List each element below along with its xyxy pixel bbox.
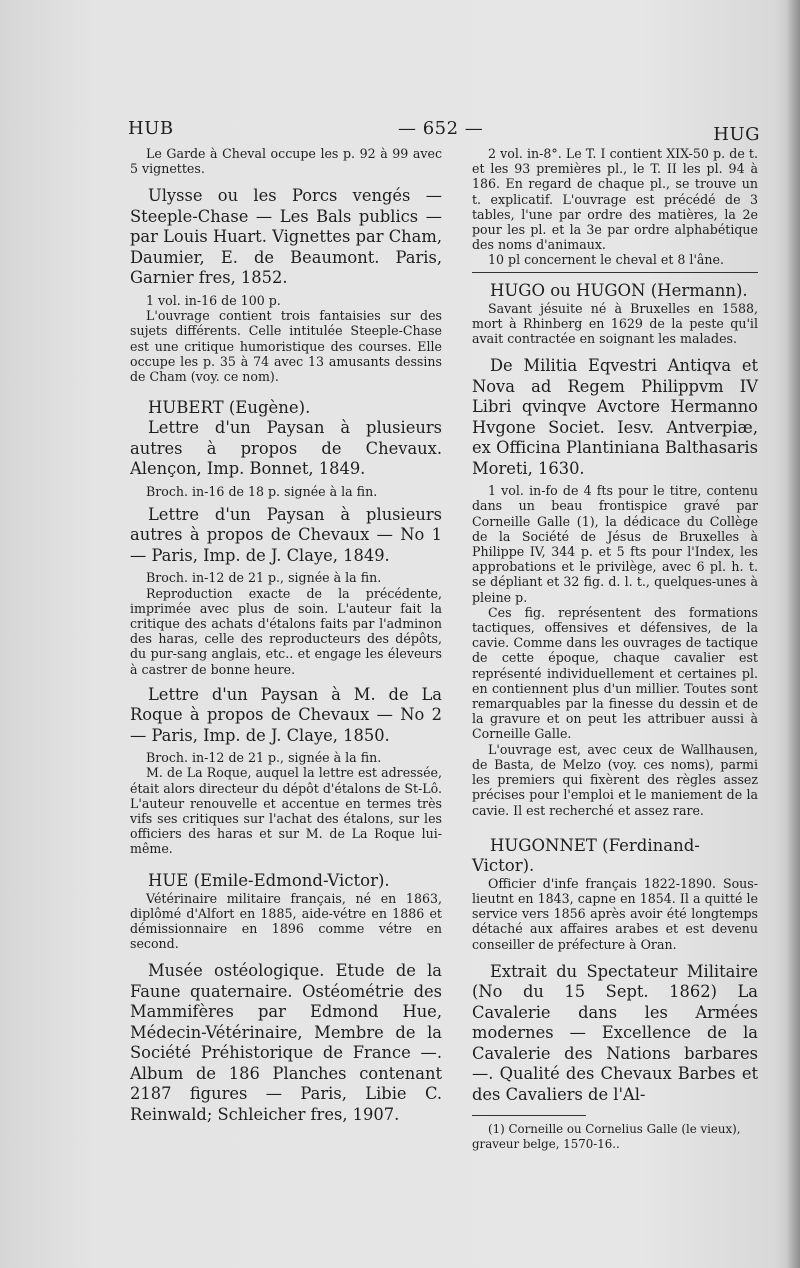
page-number: — 652 —	[398, 118, 484, 139]
author-heading: HUGONNET (Ferdinand-Victor).	[472, 835, 700, 875]
paragraph: 1 vol. in-16 de 100 p.	[146, 292, 281, 308]
header-left-keyword: HUB	[128, 118, 174, 139]
book-title: Musée ostéologique. Etude de la Faune quaternaire. Ostéométrie des Mammifères par Edmond Hue, Médecin-Vétérinaire, Membre de la Société Préhistorique de France —. Album de 186 Planches contenant 2187 figures — Paris, Libie C. Reinwald; Schleicher fres, 1907.	[130, 961, 442, 1124]
book-title: Lettre d'un Paysan à plusieurs autres à propos de Chevaux. Alençon, Imp. Bonnet, 1849.	[130, 418, 442, 479]
paragraph: Le Garde à Cheval occupe les p. 92 à 99 avec 5 vignettes.	[130, 146, 442, 177]
paragraph: Ces fig. représentent des formations tactiques, offensives et défensives, de la cavie. Comme dans les ouvrages de tactique de cette époque, chaque cavalier est représenté individuellement et certaines pl. en contiennent plus d'un millier. Toutes sont remarquables par la finesse du dessin et de la gravure et on peut les attribuer aussi à Corneille Galle.	[472, 604, 758, 742]
paragraph: Reproduction exacte de la précédente, imprimée avec plus de soin. L'auteur fait la critique des achats d'étalons faits par l'adminon des haras, celle des reproducteurs des dépôts, du pur-sang anglais, etc.. et engage les éleveurs à castrer de bonne heure.	[130, 585, 442, 677]
paragraph: L'ouvrage contient trois fantaisies sur des sujets différents. Celle intitulée Steeple-Chase est une critique humoristique des courses. Elle occupe les p. 35 à 74 avec 13 amusants dessins de Cham (voy. ce nom).	[130, 308, 442, 384]
running-header	[128, 118, 760, 144]
book-title: De Militia Eqvestri Antiqva et Nova ad Regem Philippvm IV Libri qvinqve Avctore Hermanno Hvgone Societ. Iesv. Antverpiæ, ex Officina Plantiniana Balthasaris Moreti, 1630.	[472, 356, 758, 478]
paragraph: Broch. in-12 de 21 p., signée à la fin.	[146, 750, 382, 766]
author-heading: HUGO ou HUGON (Hermann).	[490, 280, 748, 300]
book-title: Extrait du Spectateur Militaire (No du 15 Sept. 1862) La Cavalerie dans les Armées modernes — Excellence de la Cavalerie des Nations barbares —. Qualité des Chevaux Barbes et des Cavaliers de l'Al-	[472, 961, 758, 1104]
paragraph: L'ouvrage est, avec ceux de Wallhausen, de Basta, de Melzo (voy. ces noms), parmi les premiers qui fixèrent des règles assez précises pour l'emploi et le maniement de la cavie. Il est recherché et assez rare.	[472, 741, 758, 818]
left-column	[130, 146, 442, 1125]
section-divider	[472, 272, 758, 273]
author-heading: HUBERT (Eugène).	[148, 398, 311, 418]
paragraph: 1 vol. in-fo de 4 fts pour le titre, contenu dans un beau frontispice gravé par Corneille Galle (1), la dédicace du Collège de la Société de Jésus de Bruxelles à Philippe IV, 344 p. et 5 fts pour l'Index, les approbations et le privilège, avec 6 pl. h. t. se dépliant et 32 fig. d. l. t., quelques-unes à pleine p.	[472, 483, 758, 605]
paragraph: Officier d'infe français 1822-1890. Sous-lieutnt en 1843, capne en 1854. Il a quitté le service vers 1856 après avoir été longtemps détaché aux affaires arabes et est devenu conseiller de préfecture à Oran.	[472, 875, 758, 952]
book-title: Lettre d'un Paysan à M. de La Roque à propos de Chevaux — No 2 — Paris, Imp. de J. Claye, 1850.	[130, 684, 442, 745]
paragraph: M. de La Roque, auquel la lettre est adressée, était alors directeur du dépôt d'étalons de St-Lô. L'auteur renouvelle et accentue en termes très vifs ses critiques sur l'achat des étalons, sur les officiers des haras et sur M. de La Roque lui-même.	[130, 765, 442, 857]
footnote-divider	[472, 1115, 586, 1116]
footnote: (1) Corneille ou Cornelius Galle (le vieux), graveur belge, 1570-16..	[472, 1122, 741, 1152]
author-heading: HUE (Emile-Edmond-Victor).	[148, 870, 390, 890]
paragraph: 10 pl concernent le cheval et 8 l'âne.	[488, 252, 724, 268]
paragraph: Broch. in-12 de 21 p., signée à la fin.	[146, 570, 382, 586]
book-title: Lettre d'un Paysan à plusieurs autres à propos de Chevaux — No 1 — Paris, Imp. de J. Claye, 1849.	[130, 504, 442, 565]
book-title: Ulysse ou les Porcs vengés — Steeple-Chase — Les Bals publics — par Louis Huart. Vignettes par Cham, Daumier, E. de Beaumont. Paris, Garnier fres, 1852.	[130, 186, 442, 288]
paragraph: Broch. in-16 de 18 p. signée à la fin.	[146, 483, 378, 499]
paragraph: 2 vol. in-8°. Le T. I contient XIX-50 p. de t. et les 93 premières pl., le T. II les pl. 94 à 186. En regard de chaque pl., se trouve un t. explicatif. L'ouvrage est précédé de 3 tables, l'une par ordre des matières, la 2e pour les pl. et la 3e par ordre alphabétique des noms d'animaux.	[472, 146, 758, 253]
page-edge-shadow	[786, 0, 800, 1268]
header-right-keyword: HUG	[713, 124, 760, 145]
paragraph: Savant jésuite né à Bruxelles en 1588, mort à Rhinberg en 1629 de la peste qu'il avait contractée en soignant les malades.	[472, 300, 758, 347]
right-column	[472, 146, 758, 1152]
paragraph: Vétérinaire militaire français, né en 1863, diplômé d'Alfort en 1885, aide-vétre en 1886 et démissionnaire en 1896 comme vétre en second.	[130, 890, 442, 952]
